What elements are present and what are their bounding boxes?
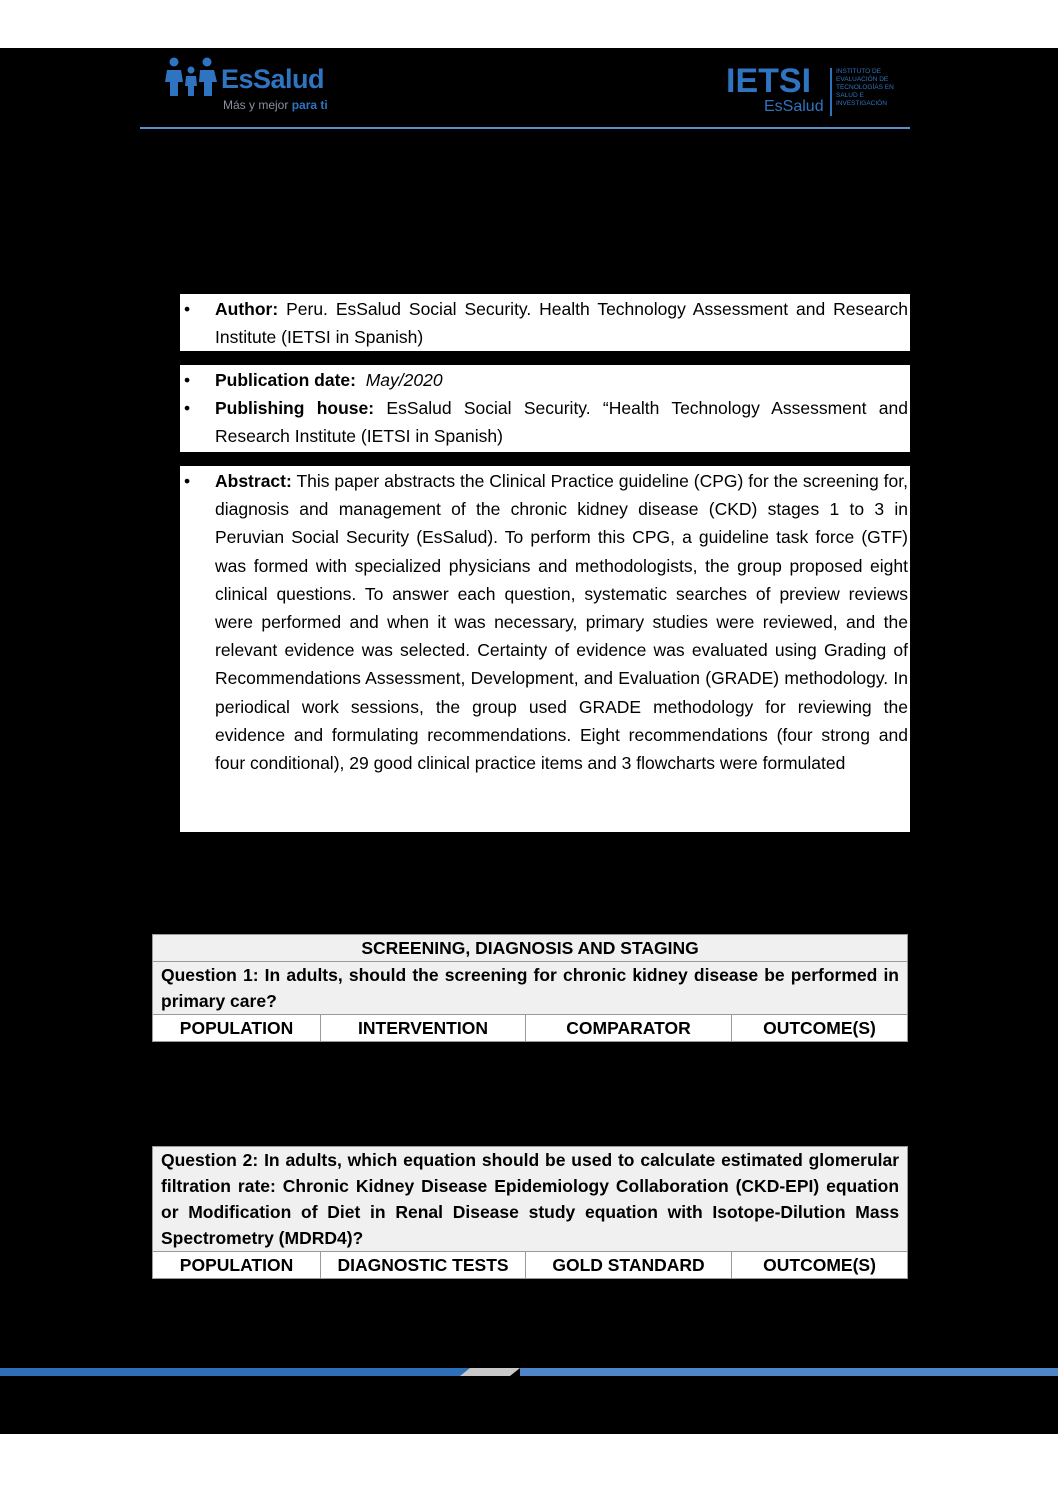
family-figures-icon xyxy=(162,56,220,98)
column-header: DIAGNOSTIC TESTS xyxy=(321,1252,526,1279)
publisher-label: Publishing house: xyxy=(215,398,375,419)
question-2-table xyxy=(152,1146,908,1279)
abstract-item xyxy=(180,467,910,777)
pubdate-item xyxy=(180,366,910,394)
tagline-emphasis: para ti xyxy=(291,98,328,112)
publisher-item xyxy=(180,394,910,450)
essalud-logo xyxy=(162,56,342,116)
column-header: POPULATION xyxy=(153,1252,321,1279)
author-item xyxy=(180,295,910,351)
bullet-icon: • xyxy=(184,298,191,319)
essalud-wordmark: EsSalud xyxy=(221,64,325,94)
column-header: OUTCOME(S) xyxy=(732,1252,908,1279)
column-header: POPULATION xyxy=(153,1015,321,1042)
ietsi-institute-name: INSTITUTO DE EVALUACIÓN DE TECNOLOGÍAS EN SALUD E INVESTIGACIÓN xyxy=(836,68,894,107)
header-rule xyxy=(140,127,910,129)
author-label: Author: xyxy=(215,298,279,319)
column-header: COMPARATOR xyxy=(526,1015,732,1042)
logo-divider xyxy=(830,68,832,116)
column-header: GOLD STANDARD xyxy=(526,1252,732,1279)
column-header: OUTCOME(S) xyxy=(732,1015,908,1042)
publication-box xyxy=(180,365,910,452)
column-header: INTERVENTION xyxy=(321,1015,526,1042)
section-title: SCREENING, DIAGNOSIS AND STAGING xyxy=(153,935,908,962)
question-1-text: Question 1: In adults, should the screening for chronic kidney disease be performed in primary care? xyxy=(153,962,908,1015)
author-text: Peru. EsSalud Social Security. Health Technology Assessment and Research Institute (IETSI in Spanish) xyxy=(215,298,908,347)
tagline-prefix: Más y mejor xyxy=(223,98,292,112)
ietsi-logo xyxy=(724,62,914,122)
question-2-text: Question 2: In adults, which equation should be used to calculate estimated glomerular filtration rate: Chronic Kidney Disease Epidemiology Collaboration (CKD-EPI) equation or Modification of Diet in Renal Disease study equation with Isotope-Dilution Mass Spectrometry (MDRD4)? xyxy=(153,1147,908,1252)
pubdate-value: May/2020 xyxy=(365,370,443,390)
bullet-icon: • xyxy=(184,471,191,491)
ietsi-subtitle: EsSalud xyxy=(764,98,824,115)
bullet-icon: • xyxy=(184,398,191,419)
bullet-icon: • xyxy=(184,370,191,390)
essalud-tagline xyxy=(223,98,328,112)
footer-band xyxy=(0,1368,1058,1376)
ietsi-wordmark: IETSI xyxy=(726,62,812,100)
question-1-table xyxy=(152,934,908,1042)
abstract-label: Abstract: xyxy=(215,471,292,491)
abstract-box xyxy=(180,466,910,832)
pubdate-label: Publication date: xyxy=(215,370,356,390)
author-box xyxy=(180,294,910,351)
publisher-text: EsSalud Social Security. “Health Technology Assessment and Research Institute (IETSI in Spanish) xyxy=(215,398,908,447)
abstract-text: This paper abstracts the Clinical Practice guideline (CPG) for the screening for, diagnosis and management of the chronic kidney disease (CKD) stages 1 to 3 in Peruvian Social Security (EsSalud). To perform this CPG, a guideline task force (GTF) was formed with specialized physicians and methodologists, the group proposed eight clinical questions. To answer each question, systematic searches of preview reviews were performed and when it was necessary, primary studies were reviewed, and the relevant evidence was selected. Certainty of evidence was evaluated using Grading of Recommendations Assessment, Development, and Evaluation (GRADE) methodology. In periodical work sessions, the group used GRADE methodology for reviewing the evidence and formulating recommendations. Eight recommendations (four strong and four conditional), 29 good clinical practice items and 3 flowcharts were formulated xyxy=(215,471,908,774)
